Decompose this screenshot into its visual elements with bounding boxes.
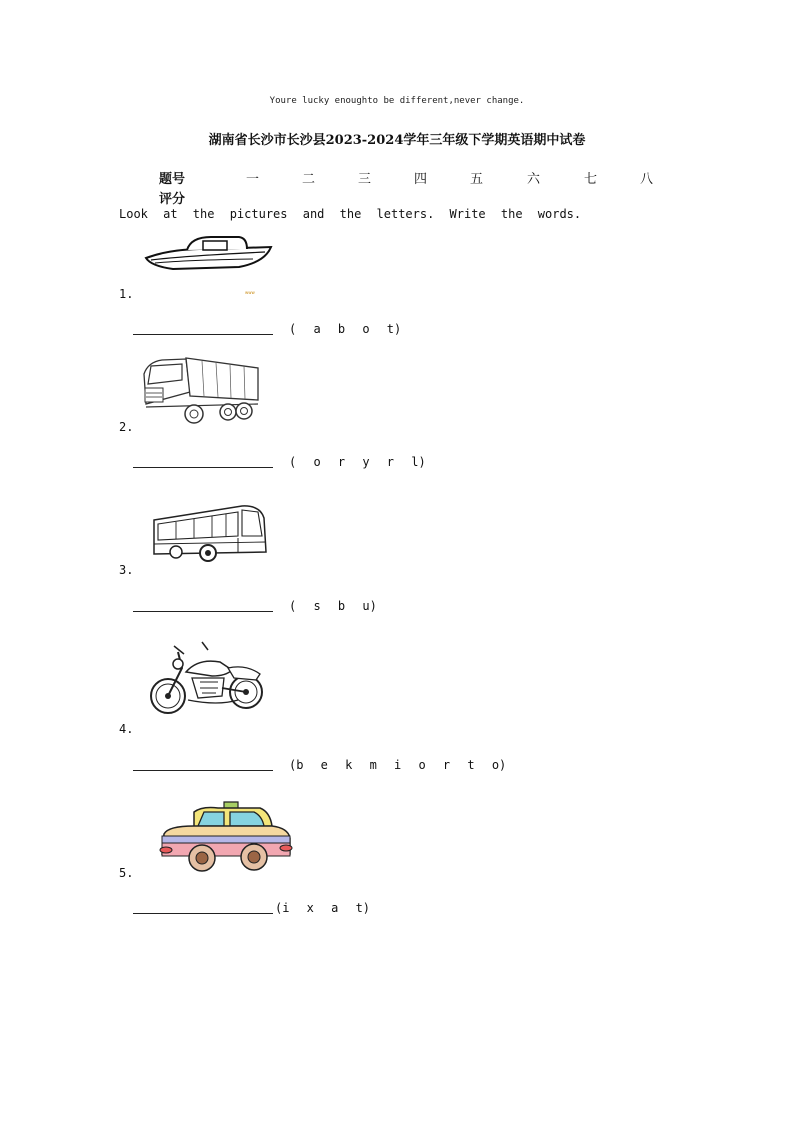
score-column: 八 — [640, 172, 654, 187]
letter-hint: ( s b u) — [289, 599, 377, 613]
question-number: 2. — [119, 420, 134, 434]
motorbike-icon — [148, 640, 268, 716]
svg-text:www: www — [245, 290, 255, 295]
letter-hint: (b e k m i o r t o) — [289, 758, 507, 772]
answer-blank[interactable] — [133, 913, 273, 914]
motto: Youre lucky enoughto be different,never change. — [269, 96, 525, 106]
score-column: 二 — [302, 172, 316, 187]
score-column: 七 — [584, 172, 598, 187]
instruction: Look at the pictures and the letters. Write the words. — [119, 207, 582, 221]
letter-hint: ( a b o t) — [289, 322, 402, 336]
letter-hint: ( o r y r l) — [289, 455, 426, 469]
score-column: 五 — [470, 172, 484, 187]
answer-blank[interactable] — [133, 611, 273, 612]
answer-blank[interactable] — [133, 467, 273, 468]
bus-icon — [152, 502, 270, 564]
question-number: 1. — [119, 287, 134, 301]
question-number: 5. — [119, 866, 134, 880]
lorry-icon — [142, 352, 262, 428]
score-table-row-label: 题号 — [159, 172, 186, 187]
score-column: 六 — [527, 172, 541, 187]
boat-icon — [143, 232, 275, 296]
score-table-score-label: 评分 — [159, 192, 186, 207]
score-column: 四 — [414, 172, 428, 187]
letter-hint: (i x a t) — [275, 901, 371, 915]
answer-blank[interactable] — [133, 334, 273, 335]
page-title: 湖南省长沙市长沙县2023-2024学年三年级下学期英语期中试卷 — [208, 133, 586, 148]
question-number: 3. — [119, 563, 134, 577]
answer-blank[interactable] — [133, 770, 273, 771]
taxi-icon — [158, 798, 294, 874]
score-column: 一 — [246, 172, 260, 187]
score-column: 三 — [358, 172, 372, 187]
question-number: 4. — [119, 722, 134, 736]
